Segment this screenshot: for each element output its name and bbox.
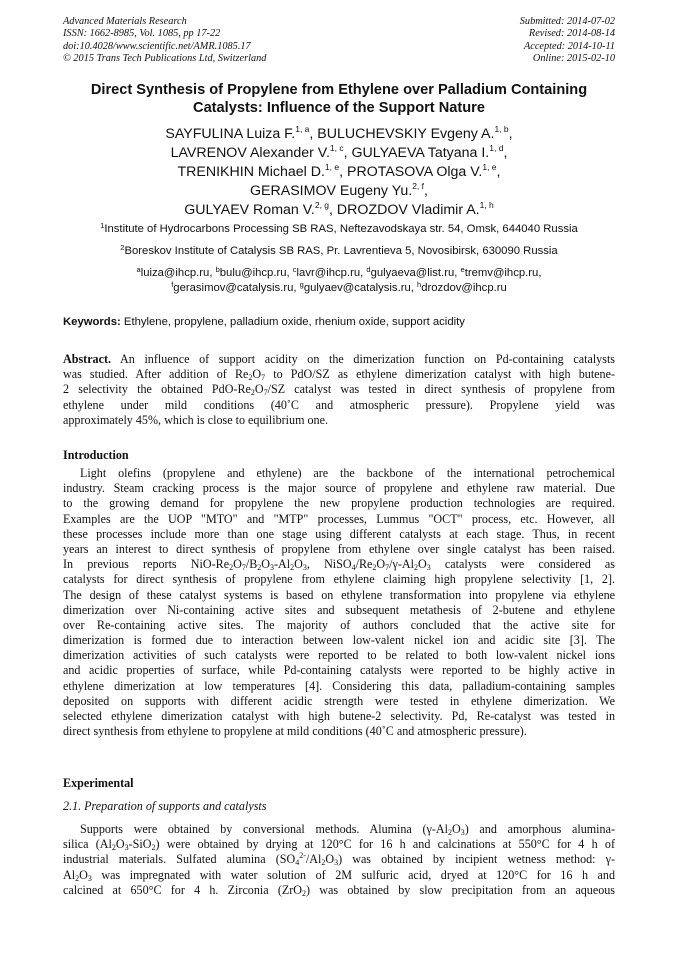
- body-line: Supports were obtained by conversional methods. Alumina $(\gamma-Al_2O_3)$ and amorphous alumina-: [80, 822, 615, 837]
- affiliation: [30, 244, 648, 258]
- email-mark: h: [417, 279, 422, 289]
- introduction-body: [63, 466, 615, 739]
- body-line: industrial materials. Sulfated alumina $(SO_4^{2-}/Al_2O_3)$ was obtained by incipient wetness method: γ-: [63, 851, 615, 868]
- author-affil-mark: 1, c: [329, 143, 344, 154]
- body-line: silica $(Al_2O_3-SiO_2)$ were obtained by drying at 120°C for 16 h and calcinations at 550°C for 4 h of: [63, 837, 615, 853]
- abstract-text: 2 selectivity the obtained PdO-Re: [63, 382, 251, 397]
- abstract-text: O: [252, 367, 262, 382]
- author-name: GULYAEV Roman V.: [184, 202, 315, 219]
- journal-name: Advanced Materials Research: [63, 16, 187, 27]
- author-name: SAYFULINA Luiza F.: [165, 126, 296, 142]
- email-mark: d: [366, 265, 371, 274]
- author-affil-mark: 1, e: [324, 162, 340, 173]
- journal-header: [63, 16, 266, 66]
- body-line: dimerization is formed due to interaction between low-valent nickel ion and acidic site [3]. The: [63, 633, 615, 648]
- body-line: $Al_2O_3$ was impregnated with water solution of 2M sulfuric acid, dryed at 120°C for 16 h and: [63, 867, 615, 883]
- email-link[interactable]: bulu@ihcp.ru: [219, 267, 287, 279]
- email-link[interactable]: gulyaev@catalysis.ru: [303, 281, 411, 294]
- abstract-text: /SZ catalyst was tested in direct synthesis of propylene from: [267, 382, 615, 397]
- email-link[interactable]: gulyaeva@list.ru: [370, 267, 455, 279]
- body-line: The design of these catalyst systems is based on ethylene transformation into propylene via ethylene: [63, 587, 615, 602]
- author-line: LAVRENOV Alexander V.$^{1, c}$, GULYAEVA Tatyana I.$^{1, d}$,: [170, 143, 508, 162]
- email-mark: c: [292, 265, 297, 274]
- body-line: over Re-containing active sites. The majority of authors concluded that the active site for: [63, 617, 615, 632]
- abstract-line: was studied. After addition of $Re_2O_7$ to PdO/SZ as ethylene dimerization catalyst with high butene-: [63, 367, 615, 383]
- date-accepted: Accepted: 2014-10-11: [523, 40, 615, 52]
- body-line: selected ethylene dimerization catalyst with high butene-2 selectivity. Pd, Re-catalyst was tested in: [63, 709, 615, 723]
- body-line: calcined at 650°C for 4 h. Zirconia (ZrO$_2$) was obtained by slow precipitation from an aqueous: [63, 882, 615, 898]
- preparation-body: [63, 822, 615, 898]
- dates-header: [520, 16, 615, 66]
- author-name: LAVRENOV Alexander V.: [170, 145, 330, 162]
- author-list: [40, 125, 638, 220]
- author-line: SAYFULINA Luiza F.$^{1, a}$, BULUCHEVSKIY Evgeny A.$^{1, b}$,: [165, 124, 513, 142]
- keywords-label: Keywords:: [63, 316, 121, 328]
- email-mark: f: [171, 279, 174, 289]
- body-line: dimerization activities of such catalysts were reported to be related to both low-valent nickel ions: [63, 648, 615, 663]
- author-name: PROTASOVA Olga V.: [346, 164, 483, 181]
- date-online: Online: 2015-02-10: [532, 53, 615, 65]
- body-line: and acidic properties of surface, while Pd-containing catalysts were reported to be highly active in: [63, 663, 615, 678]
- body-line: deposited on supports with different acidic strength were tested in ethylene dimerization. We: [63, 693, 615, 708]
- abstract: [63, 352, 615, 428]
- author-line: TRENIKHIN Michael D.$^{1, e}$, PROTASOVA Olga V.$^{1, e}$,: [177, 162, 501, 181]
- abstract-text: to PdO/SZ as ethylene dimerization catalyst with high butene-: [265, 367, 615, 382]
- body-line: dimerization over Ni-containing active sites and subsequent metathesis of 2-butene and ethylene: [63, 602, 615, 617]
- abstract-line: approximately 45%, which is close to equilibrium one.: [63, 412, 328, 427]
- paper-title: [40, 81, 638, 118]
- email-mark: b: [215, 265, 220, 274]
- title-line: Direct Synthesis of Propylene from Ethylene over Palladium Containing: [90, 82, 588, 98]
- affiliation-text: Boreskov Institute of Catalysis SB RAS, Pr. Lavrentieva 5, Novosibirsk, 630090 Russia: [124, 245, 558, 257]
- email-link[interactable]: tremv@ihcp.ru: [464, 267, 539, 279]
- date-revised: Revised: 2014-08-14: [528, 28, 615, 40]
- affiliation-mark: 2: [120, 243, 125, 252]
- body-line: direct synthesis from ethylene to propylene at mild conditions (40˚C and atmospheric pressure).: [63, 724, 527, 739]
- body-line: In previous reports NiO-$Re_2O_7/B_2O_3-Al_2O_3$, $NiSO_4/Re_2O_7/\gamma-Al_2O_3$ catalysts were considered as: [63, 557, 615, 573]
- abstract-line: 2 selectivity the obtained PdO-$Re_2O_7/SZ$ catalyst was tested in direct synthesis of propylene from: [63, 382, 615, 398]
- abstract-label: Abstract.: [63, 352, 112, 366]
- section-heading-experimental: Experimental: [63, 776, 134, 790]
- body-line: industry. Steam cracking process is the major source of propylene and ethylene raw material. Due: [63, 481, 615, 496]
- author-name: GULYAEVA Tatyana I.: [351, 145, 490, 162]
- author-affil-mark: 1, b: [494, 124, 509, 134]
- author-name: GERASIMOV Eugeny Yu.: [250, 183, 413, 200]
- author-affil-mark: 2, f: [412, 181, 425, 192]
- date-submitted: Submitted: 2014-07-02: [519, 16, 615, 27]
- abstract-text: O: [254, 382, 264, 397]
- affiliation: [30, 222, 648, 236]
- keywords: [63, 315, 615, 329]
- affiliation-text: Institute of Hydrocarbons Processing SB RAS, Neftezavodskaya str. 54, Omsk, 644040 Russia: [104, 223, 578, 235]
- email-mark: e: [460, 265, 465, 274]
- email-link[interactable]: lavr@ihcp.ru: [296, 267, 361, 279]
- body-line: Light olefins (propylene and ethylene) are the backbone of the international petrochemical: [80, 466, 615, 480]
- body-line: these processes include more than one stage using different catalysts at each stage. Thus, in recent: [63, 526, 615, 541]
- affiliation-mark: 1: [100, 221, 105, 230]
- author-affil-mark: 2, g: [314, 200, 330, 211]
- body-line: Examples are the UOP "MTO" and "MTP" processes, Lummus "OCT" process, etc. However, all: [63, 511, 615, 526]
- body-line: to the growing demand for propylene the new propylene production technologies are required.: [63, 496, 615, 511]
- journal-issn: ISSN: 1662-8985, Vol. 1085, pp 17-22: [63, 28, 221, 40]
- email-link[interactable]: luiza@ihcp.ru: [140, 267, 210, 279]
- email-link[interactable]: gerasimov@catalysis.ru: [173, 281, 294, 294]
- author-line: GERASIMOV Eugeny Yu.$^{2, f}$,: [250, 181, 428, 200]
- body-line: ethylene dimerization at low temperatures [4]. Considering this data, palladium-containing samples: [63, 678, 615, 693]
- journal-doi[interactable]: doi:10.4028/www.scientific.net/AMR.1085.17: [63, 40, 251, 52]
- author-affil-mark: 1, e: [482, 162, 497, 173]
- author-name: TRENIKHIN Michael D.: [177, 164, 325, 181]
- author-name: BULUCHEVSKIY Evgeny A.: [317, 126, 495, 142]
- email-mark: a: [136, 265, 141, 274]
- email-line: $^a$luiza@ihcp.ru, $^b$bulu@ihcp.ru, $^c$lavr@ihcp.ru, $^d$gulyaeva@list.ru, $^e$tremv@ihcp.ru,: [136, 265, 542, 279]
- journal-copyright: © 2015 Trans Tech Publications Ltd, Switzerland: [63, 53, 267, 65]
- email-mark: g: [299, 279, 304, 289]
- title-line: Catalysts: Influence of the Support Nature: [193, 100, 485, 117]
- keywords-text: Ethylene, propylene, palladium oxide, rhenium oxide, support acidity: [123, 316, 465, 328]
- author-affil-mark: 1, h: [479, 200, 494, 211]
- abstract-text: An influence of support acidity on the dimerization function on Pd-containing catalysts: [120, 352, 616, 366]
- abstract-line: ethylene under mild conditions (40˚C and atmospheric pressure). Propylene yield was: [63, 397, 615, 412]
- body-line: years an interest to direct synthesis of propylene from ethylene over single catalyst has been raised.: [63, 541, 615, 556]
- author-affil-mark: 1, a: [295, 124, 310, 134]
- author-line: GULYAEV Roman V.$^{2, g}$, DROZDOV Vladimir A.$^{1, h}$: [184, 200, 494, 219]
- subsection-heading: 2.1. Preparation of supports and catalysts: [63, 799, 267, 813]
- abstract-text: was studied. After addition of Re: [63, 367, 249, 382]
- section-heading-introduction: Introduction: [63, 448, 129, 462]
- email-link[interactable]: drozdov@ihcp.ru: [421, 281, 507, 294]
- email-list: [30, 266, 648, 295]
- email-line: $^f$gerasimov@catalysis.ru, $^g$gulyaev@catalysis.ru, $^h$drozdov@ihcp.ru: [171, 279, 507, 294]
- author-name: DROZDOV Vladimir A.: [336, 202, 480, 219]
- body-line: catalysts for direct synthesis of propylene from ethylene claiming high propylene selectivity [1, 2].: [63, 572, 615, 587]
- author-affil-mark: 1, d: [489, 143, 504, 154]
- abstract-line: [63, 352, 615, 367]
